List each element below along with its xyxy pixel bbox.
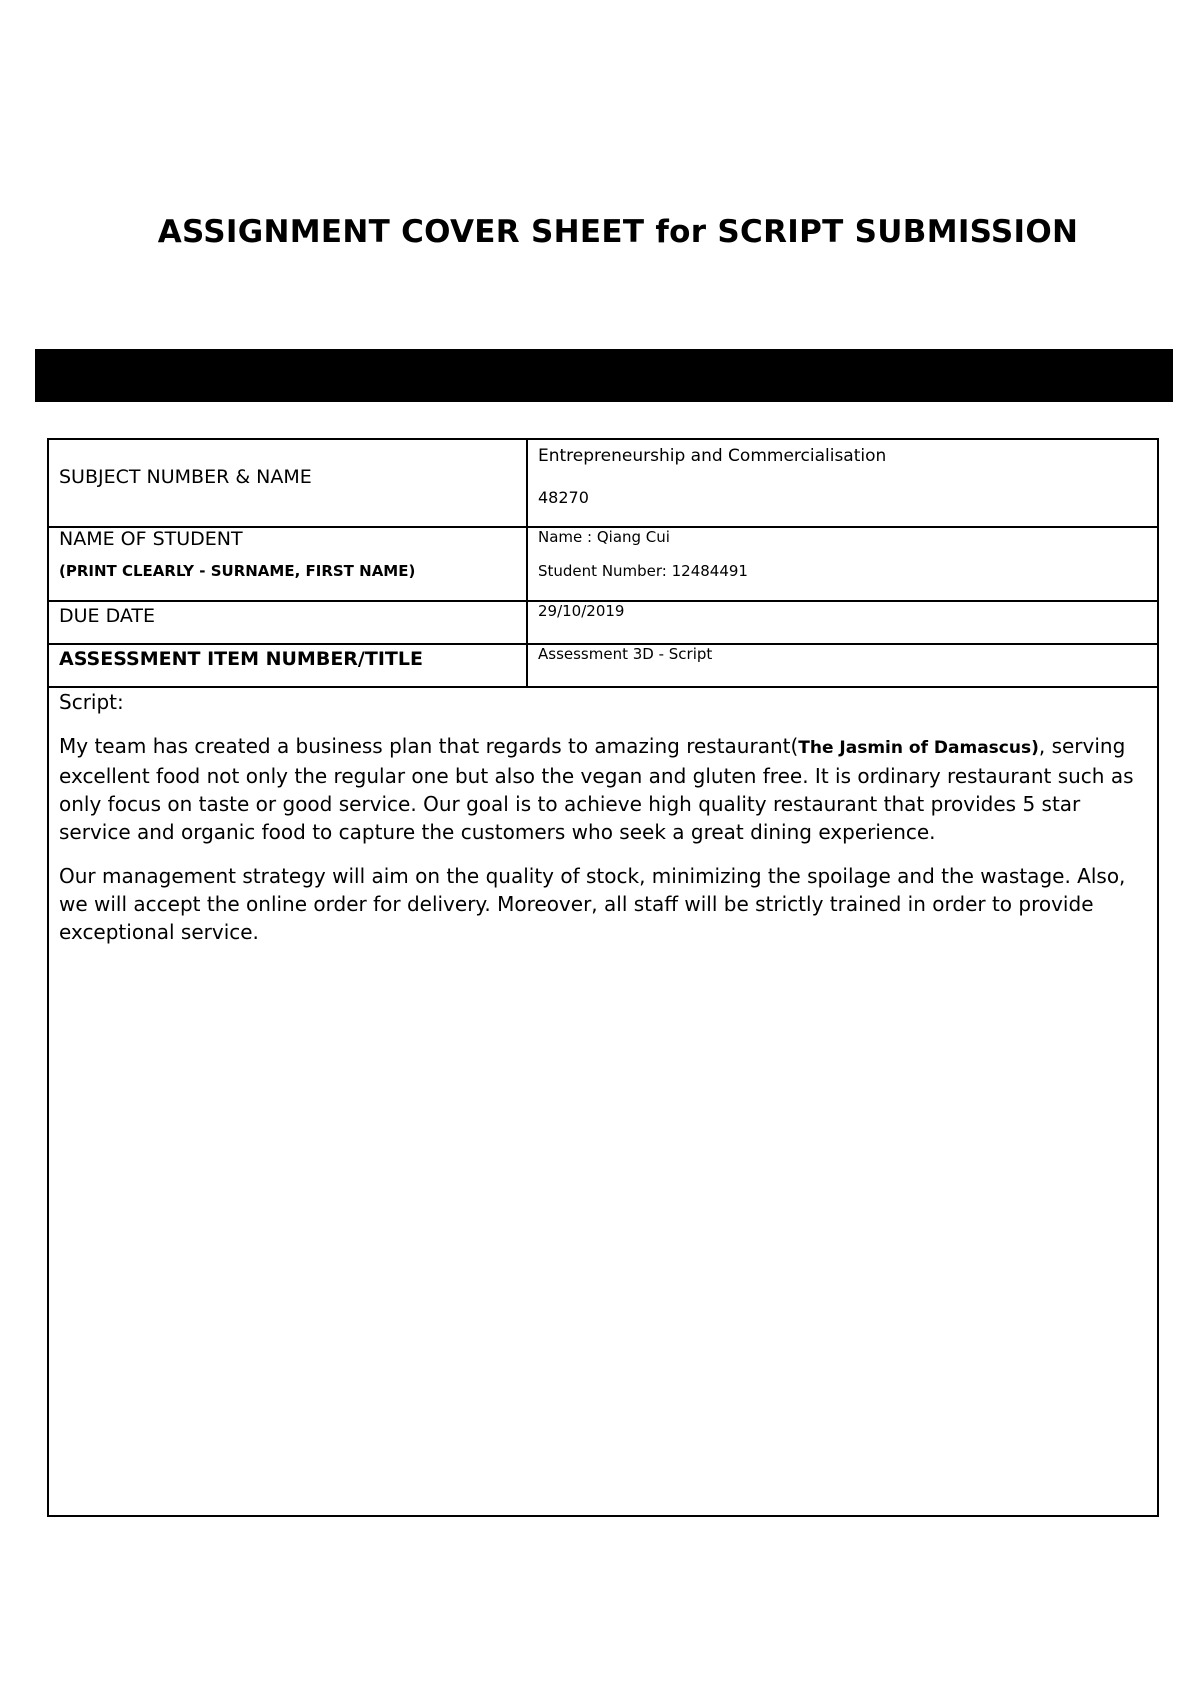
script-paragraph-1-end: , serving excellent food not only the regular one but also the vegan and gluten free. It is ordinary restaurant such as only focus on taste or good service. Our goal is to achieve high quality restaurant that provides 5 star service and organic food to capture the customers who seek a great dining experience. xyxy=(59,734,1134,844)
assessment-value-cell xyxy=(527,644,1158,687)
assessment-label: ASSESSMENT ITEM NUMBER/TITLE xyxy=(59,648,423,670)
subject-row xyxy=(48,439,1158,527)
due-value-cell xyxy=(527,601,1158,644)
due-label-cell xyxy=(48,601,527,644)
subject-name: Entrepreneurship and Commercialisation xyxy=(538,446,887,466)
due-row xyxy=(48,601,1158,644)
due-label: DUE DATE xyxy=(59,605,156,627)
student-label: NAME OF STUDENT xyxy=(59,528,243,550)
assessment-row xyxy=(48,644,1158,687)
script-paragraph-1-start: My team has created a business plan that regards to amazing restaurant( xyxy=(59,734,799,758)
assessment-title: Assessment 3D - Script xyxy=(538,645,713,663)
subject-number: 48270 xyxy=(538,488,589,507)
script-label: Script: xyxy=(59,690,124,714)
script-paragraph-1 xyxy=(59,732,1137,846)
script-cell xyxy=(48,687,1158,1516)
assessment-label-cell xyxy=(48,644,527,687)
subject-value-cell xyxy=(527,439,1158,527)
script-row xyxy=(48,687,1158,1516)
script-paragraph-2: Our management strategy will aim on the quality of stock, minimizing the spoilage and the wastage. Also, we will accept the online order for delivery. Moreover, all staff will be strictly trained in order to provide exceptional service. xyxy=(59,864,1126,944)
student-name: Name : Qiang Cui xyxy=(538,528,670,546)
student-label-cell xyxy=(48,527,527,601)
page-title: ASSIGNMENT COVER SHEET for SCRIPT SUBMISSION xyxy=(157,214,1079,250)
restaurant-name: The Jasmin of Damascus) xyxy=(798,738,1039,758)
header-bar xyxy=(35,349,1173,402)
student-hint: (PRINT CLEARLY - SURNAME, FIRST NAME) xyxy=(59,562,416,580)
student-number: Student Number: 12484491 xyxy=(538,562,748,580)
subject-label: SUBJECT NUMBER & NAME xyxy=(59,466,312,488)
due-date: 29/10/2019 xyxy=(538,602,625,620)
student-value-cell xyxy=(527,527,1158,601)
student-row xyxy=(48,527,1158,601)
subject-label-cell xyxy=(48,439,527,527)
cover-sheet-table xyxy=(47,438,1159,1517)
